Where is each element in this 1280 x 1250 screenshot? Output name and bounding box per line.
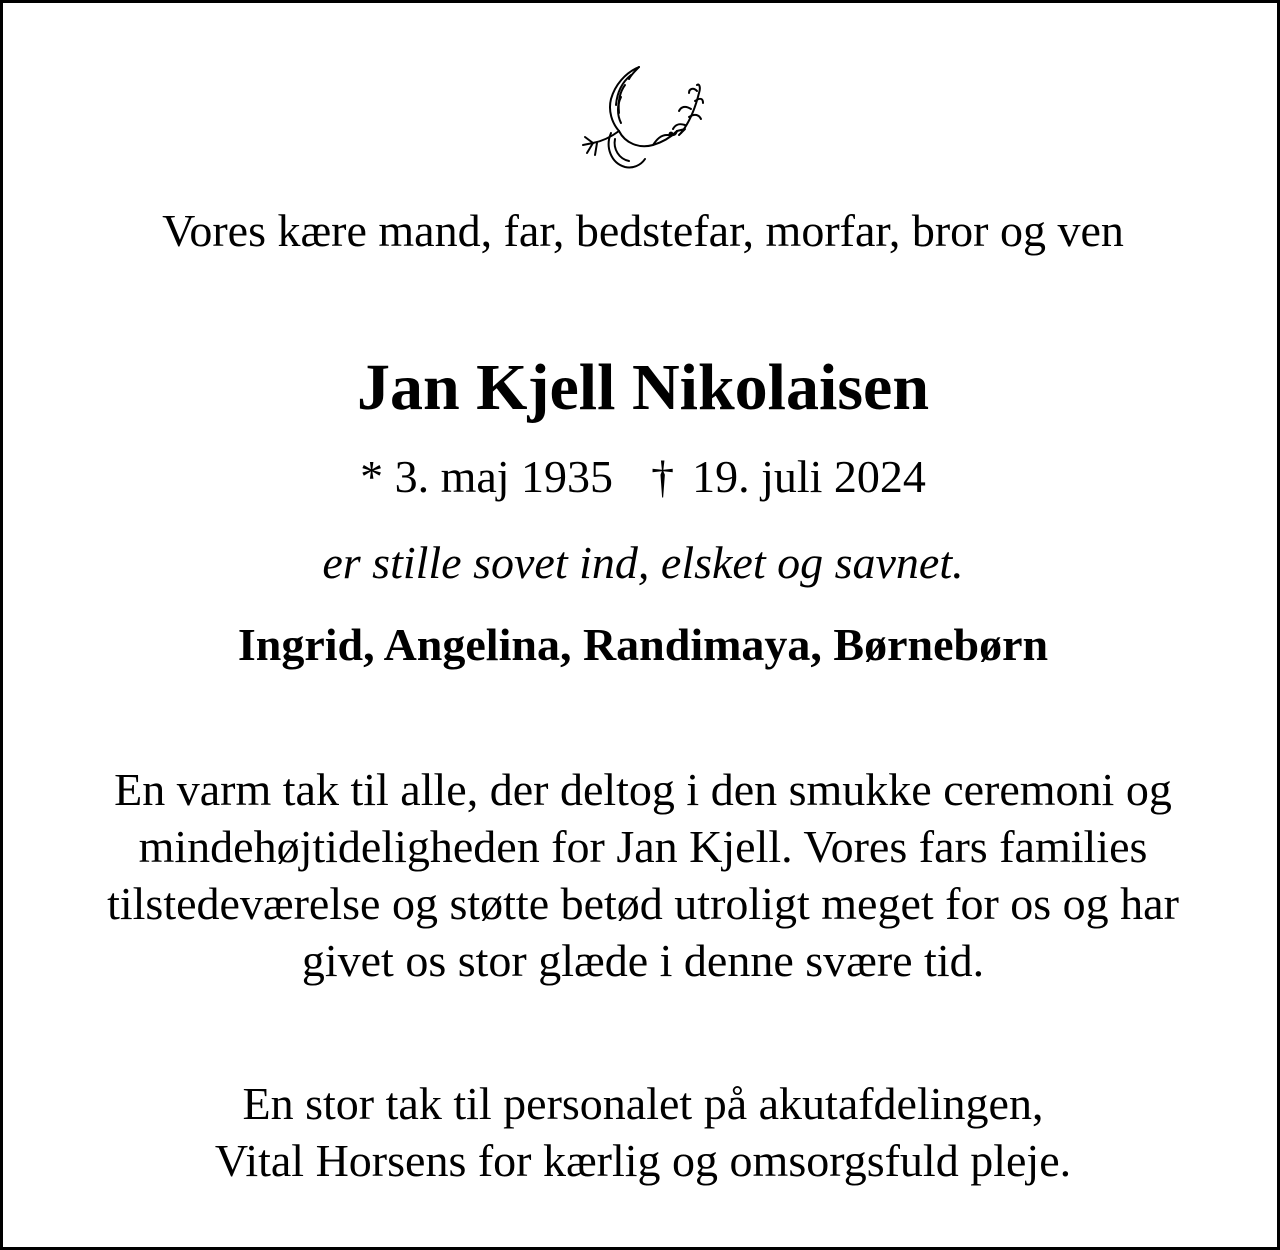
- life-dates: [3, 447, 1280, 507]
- dove-icon: [581, 63, 705, 173]
- thanks-line: givet os stor glæde i denne svære tid.: [301, 935, 985, 986]
- family-names: Ingrid, Angelina, Randimaya, Børnebørn: [237, 619, 1049, 670]
- death-date: 19. juli 2024: [692, 451, 926, 502]
- intro-line: Vores kære mand, far, bedstefar, morfar, bror og ven: [162, 205, 1124, 256]
- thanks-line: En stor tak til personalet på akutafdelingen,: [242, 1078, 1044, 1129]
- thanks-paragraph-ceremony: [3, 761, 1280, 989]
- death-cross-symbol: †: [651, 451, 675, 502]
- birth-star-symbol: *: [360, 451, 384, 502]
- thanks-line: En varm tak til alle, der deltog i den smukke ceremoni og: [114, 764, 1172, 815]
- tagline: er stille sovet ind, elsket og savnet.: [322, 537, 964, 588]
- deceased-name: Jan Kjell Nikolaisen: [356, 351, 930, 424]
- thanks-paragraph-staff: [3, 1075, 1280, 1189]
- thanks-line: mindehøjtideligheden for Jan Kjell. Vores fars families: [138, 821, 1148, 872]
- thanks-line: Vital Horsens for kærlig og omsorgsfuld pleje.: [214, 1135, 1072, 1186]
- birth-date: 3. maj 1935: [394, 451, 614, 502]
- thanks-line: tilstedeværelse og støtte betød utroligt meget for os og har: [107, 878, 1179, 929]
